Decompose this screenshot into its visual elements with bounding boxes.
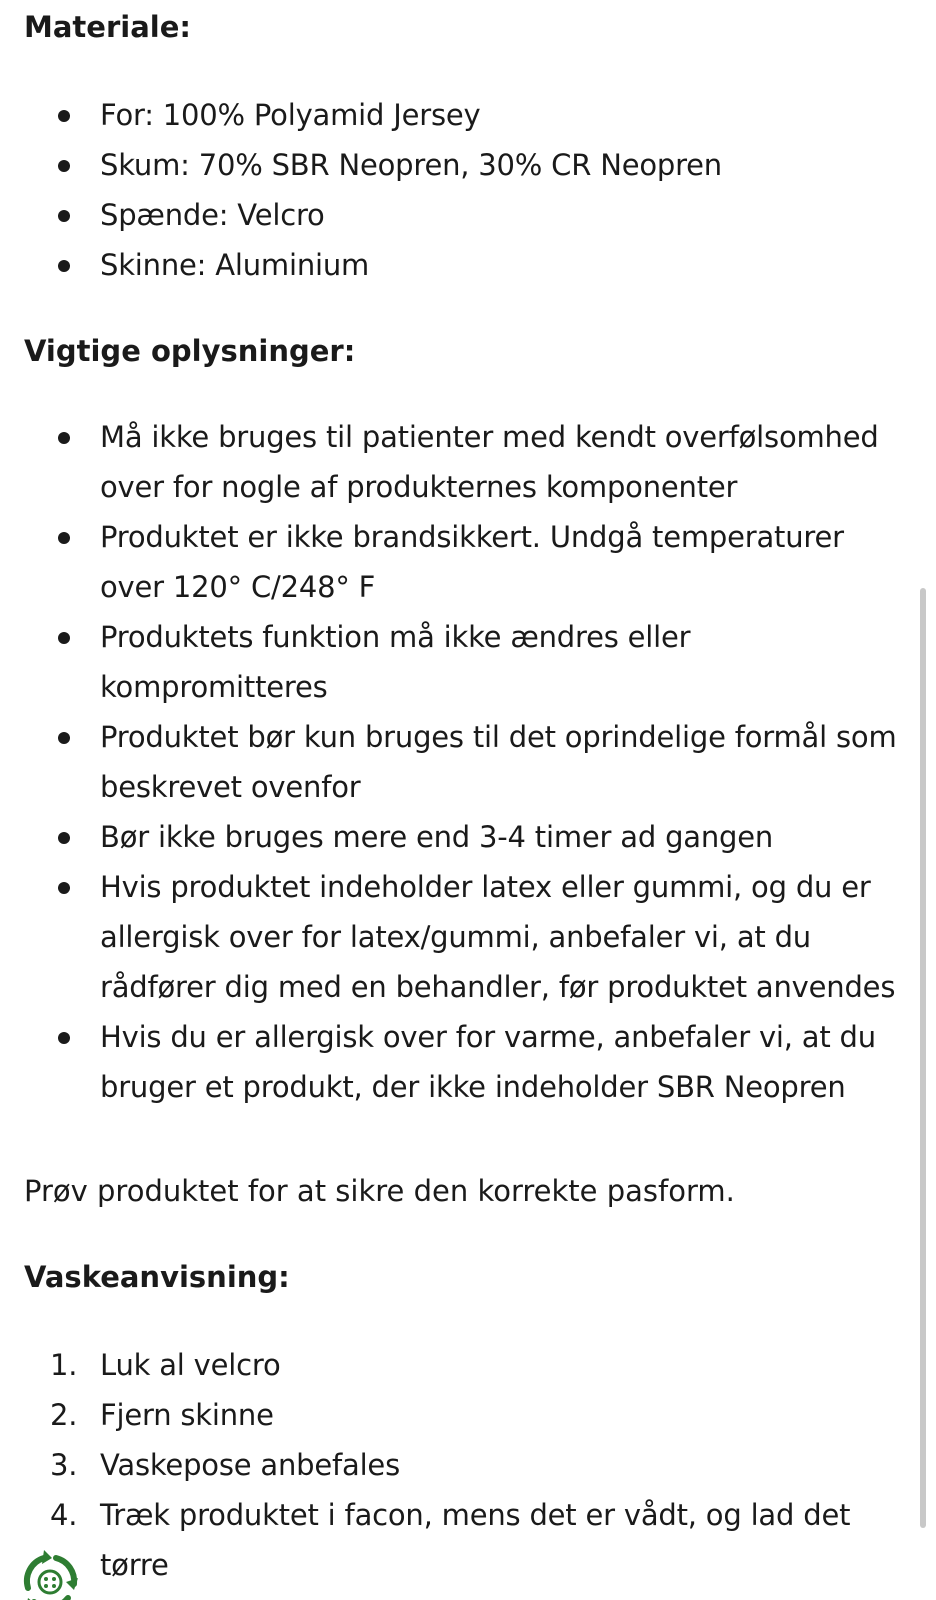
bullet-icon <box>58 160 70 172</box>
list-item-text: Skinne: Aluminium <box>100 248 370 282</box>
list-item <box>24 1490 904 1590</box>
fit-note: Prøv produktet for at sikre den korrekte pasform. <box>24 1174 735 1208</box>
list-item <box>24 612 904 712</box>
bullet-icon <box>58 882 70 894</box>
bullet-icon <box>58 632 70 644</box>
list-number: 4. <box>50 1498 78 1532</box>
bullet-icon <box>58 432 70 444</box>
list-item <box>24 1440 904 1490</box>
washing-heading: Vaskeanvisning: <box>24 1260 290 1294</box>
list-number: 2. <box>50 1398 78 1432</box>
list-item-text: Træk produktet i facon, mens det er vådt, og lad det tørre <box>100 1498 851 1582</box>
bullet-icon <box>58 732 70 744</box>
list-item-text: Luk al velcro <box>100 1348 281 1382</box>
bullet-icon <box>58 1032 70 1044</box>
list-item <box>24 712 904 812</box>
list-item <box>24 1340 904 1390</box>
list-number: 3. <box>50 1448 78 1482</box>
bullet-icon <box>58 532 70 544</box>
recycle-icon[interactable] <box>18 1548 82 1600</box>
list-item-text: Produktets funktion må ikke ændres eller kompromitteres <box>100 620 691 704</box>
list-item <box>24 90 904 140</box>
bullet-icon <box>58 260 70 272</box>
bullet-icon <box>58 110 70 122</box>
list-item-text: Hvis du er allergisk over for varme, anbefaler vi, at du bruger et produkt, der ikke indeholder SBR Neopren <box>100 1020 876 1104</box>
list-item-text: Vaskepose anbefales <box>100 1448 400 1482</box>
list-item-text: For: 100% Polyamid Jersey <box>100 98 481 132</box>
list-item-text: Bør ikke bruges mere end 3-4 timer ad gangen <box>100 820 774 854</box>
list-item <box>24 512 904 612</box>
list-item <box>24 1390 904 1440</box>
list-item-text: Spænde: Velcro <box>100 198 325 232</box>
list-item-text: Må ikke bruges til patienter med kendt overfølsomhed over for nogle af produkternes komponenter <box>100 420 879 504</box>
list-item-text: Produktet er ikke brandsikkert. Undgå temperaturer over 120° C/248° F <box>100 520 844 604</box>
list-item-text: Hvis produktet indeholder latex eller gummi, og du er allergisk over for latex/gummi, anbefaler vi, at du rådfører dig med en behandler, før produktet anvendes <box>100 870 896 1004</box>
list-item <box>24 812 904 862</box>
list-number: 1. <box>50 1348 78 1382</box>
list-item <box>24 240 904 290</box>
list-item <box>24 1012 904 1112</box>
list-item <box>24 412 904 512</box>
materials-list <box>24 90 904 290</box>
list-item-text: Fjern skinne <box>100 1398 274 1432</box>
bullet-icon <box>58 210 70 222</box>
bullet-icon <box>58 832 70 844</box>
important-heading: Vigtige oplysninger: <box>24 334 356 368</box>
materials-heading: Materiale: <box>24 10 191 44</box>
scrollbar[interactable] <box>920 588 926 1528</box>
list-item <box>24 862 904 1012</box>
important-list <box>24 412 904 1112</box>
washing-list <box>24 1340 904 1590</box>
list-item <box>24 140 904 190</box>
list-item <box>24 190 904 240</box>
list-item-text: Skum: 70% SBR Neopren, 30% CR Neopren <box>100 148 722 182</box>
list-item-text: Produktet bør kun bruges til det oprindelige formål som beskrevet ovenfor <box>100 720 897 804</box>
